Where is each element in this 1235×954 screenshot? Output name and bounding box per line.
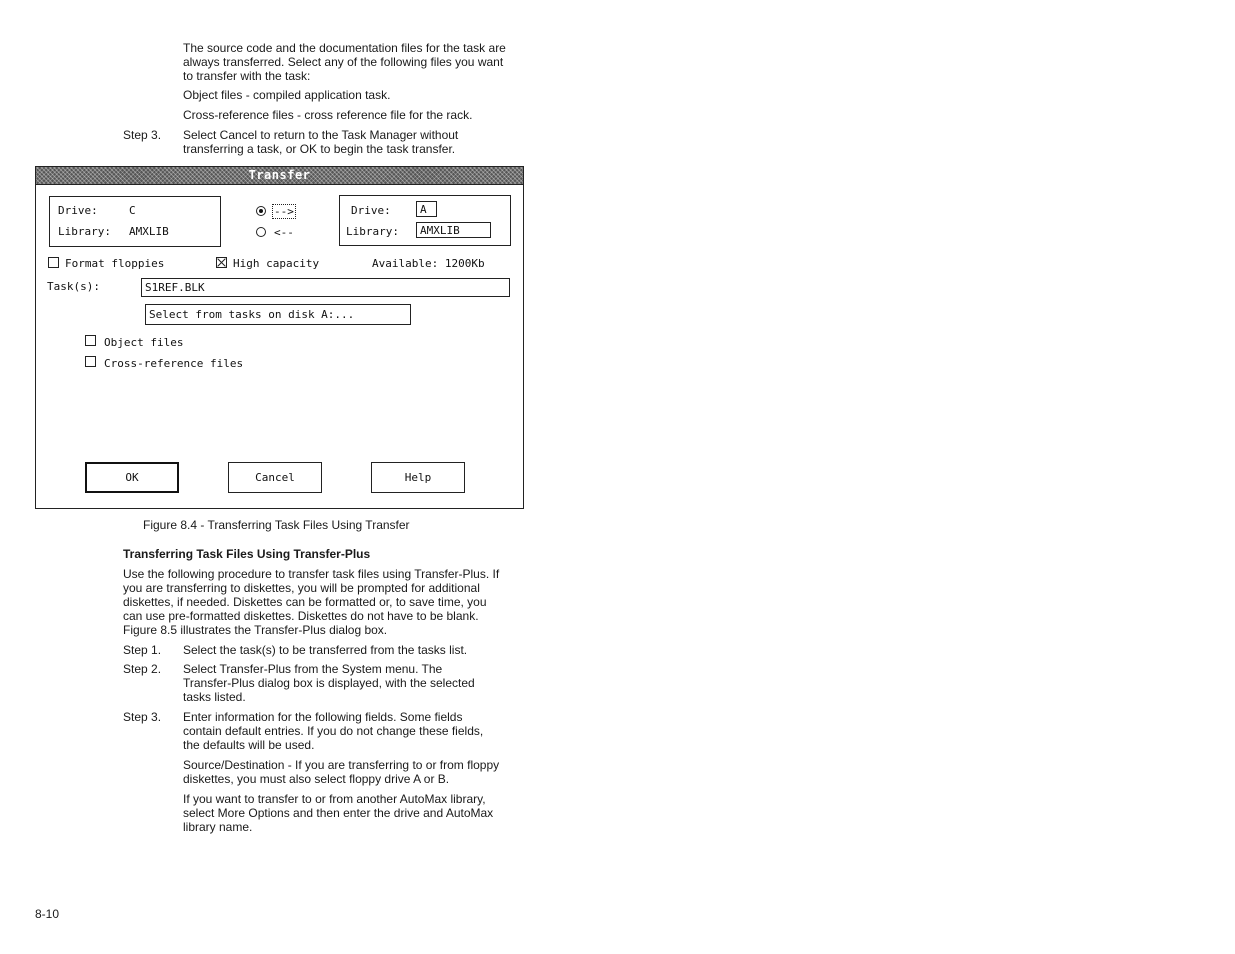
- page-number: 8-10: [35, 907, 60, 921]
- section-intro: Use the following procedure to transfer task files using Transfer-Plus. If you are transferring to diskettes, you will be prompted for additional diskettes, if needed. Diskettes can be formatted or, to save time, you can use pre-formatted diskettes. Diskettes do not have to be blank. Figure 8.5 illustrates the Transfer-Plus dialog box.: [123, 567, 500, 637]
- direction-to-radio[interactable]: [256, 206, 266, 216]
- destination-drive-label: Drive:: [351, 204, 391, 217]
- select-tasks-button[interactable]: Select from tasks on disk A:...: [145, 304, 411, 325]
- high-capacity-checkbox[interactable]: [216, 257, 227, 268]
- xref-files-checkbox[interactable]: [85, 356, 96, 367]
- source-destination-note: Source/Destination - If you are transferring to or from floppy diskettes, you must also select floppy drive A or B.: [183, 758, 500, 786]
- step-1-text: Select the task(s) to be transferred from the tasks list.: [183, 643, 468, 657]
- format-floppies-label[interactable]: Format floppies: [65, 257, 165, 270]
- ok-button[interactable]: OK: [85, 462, 179, 493]
- help-button[interactable]: Help: [371, 462, 465, 493]
- direction-from-label[interactable]: <--: [274, 226, 294, 239]
- direction-from-radio[interactable]: [256, 227, 266, 237]
- destination-drive-input[interactable]: A: [416, 201, 437, 217]
- available-space: Available: 1200Kb: [372, 257, 485, 270]
- step-3-label: Step 3.: [123, 128, 162, 142]
- object-files-description: Object files - compiled application task.: [183, 88, 391, 102]
- step-3b-label: Step 3.: [123, 710, 162, 724]
- step-2-label: Step 2.: [123, 662, 162, 676]
- section-heading: Transferring Task Files Using Transfer-Plus: [123, 547, 371, 561]
- transfer-dialog: [35, 166, 524, 509]
- format-floppies-checkbox[interactable]: [48, 257, 59, 268]
- high-capacity-label[interactable]: High capacity: [233, 257, 320, 270]
- source-drive-label: Drive:: [58, 204, 98, 217]
- source-library-label: Library:: [58, 225, 111, 238]
- source-drive-value: C: [129, 204, 136, 217]
- cancel-button[interactable]: Cancel: [228, 462, 322, 493]
- tasks-input[interactable]: S1REF.BLK: [141, 278, 510, 297]
- automax-library-note: If you want to transfer to or from another AutoMax library, select More Options and then enter the drive and AutoMax library name.: [183, 792, 494, 834]
- destination-library-label: Library:: [346, 225, 399, 238]
- xref-files-label[interactable]: Cross-reference files: [104, 357, 244, 370]
- figure-caption: Figure 8.4 - Transferring Task Files Using Transfer: [143, 518, 410, 532]
- dialog-titlebar: [36, 167, 523, 185]
- object-files-label[interactable]: Object files: [104, 336, 184, 349]
- tasks-label: Task(s):: [47, 280, 100, 293]
- step-1-label: Step 1.: [123, 643, 162, 657]
- intro-paragraph: The source code and the documentation files for the task are always transferred. Select any of the following files you want to transfer with the task:: [183, 41, 506, 83]
- xref-files-description: Cross-reference files - cross reference file for the rack.: [183, 108, 473, 122]
- destination-library-input[interactable]: AMXLIB: [416, 222, 491, 238]
- dialog-title: Transfer: [248, 168, 311, 182]
- step-3b-text: Enter information for the following fields. Some fields contain default entries. If you do not change these fields, the defaults will be used.: [183, 710, 484, 752]
- direction-to-label[interactable]: -->: [274, 205, 294, 218]
- source-library-value: AMXLIB: [129, 225, 169, 238]
- object-files-checkbox[interactable]: [85, 335, 96, 346]
- step-3-text: Select Cancel to return to the Task Manager without transferring a task, or OK to begin the task transfer.: [183, 128, 459, 156]
- step-2-text: Select Transfer-Plus from the System menu. The Transfer-Plus dialog box is displayed, with the selected tasks listed.: [183, 662, 475, 704]
